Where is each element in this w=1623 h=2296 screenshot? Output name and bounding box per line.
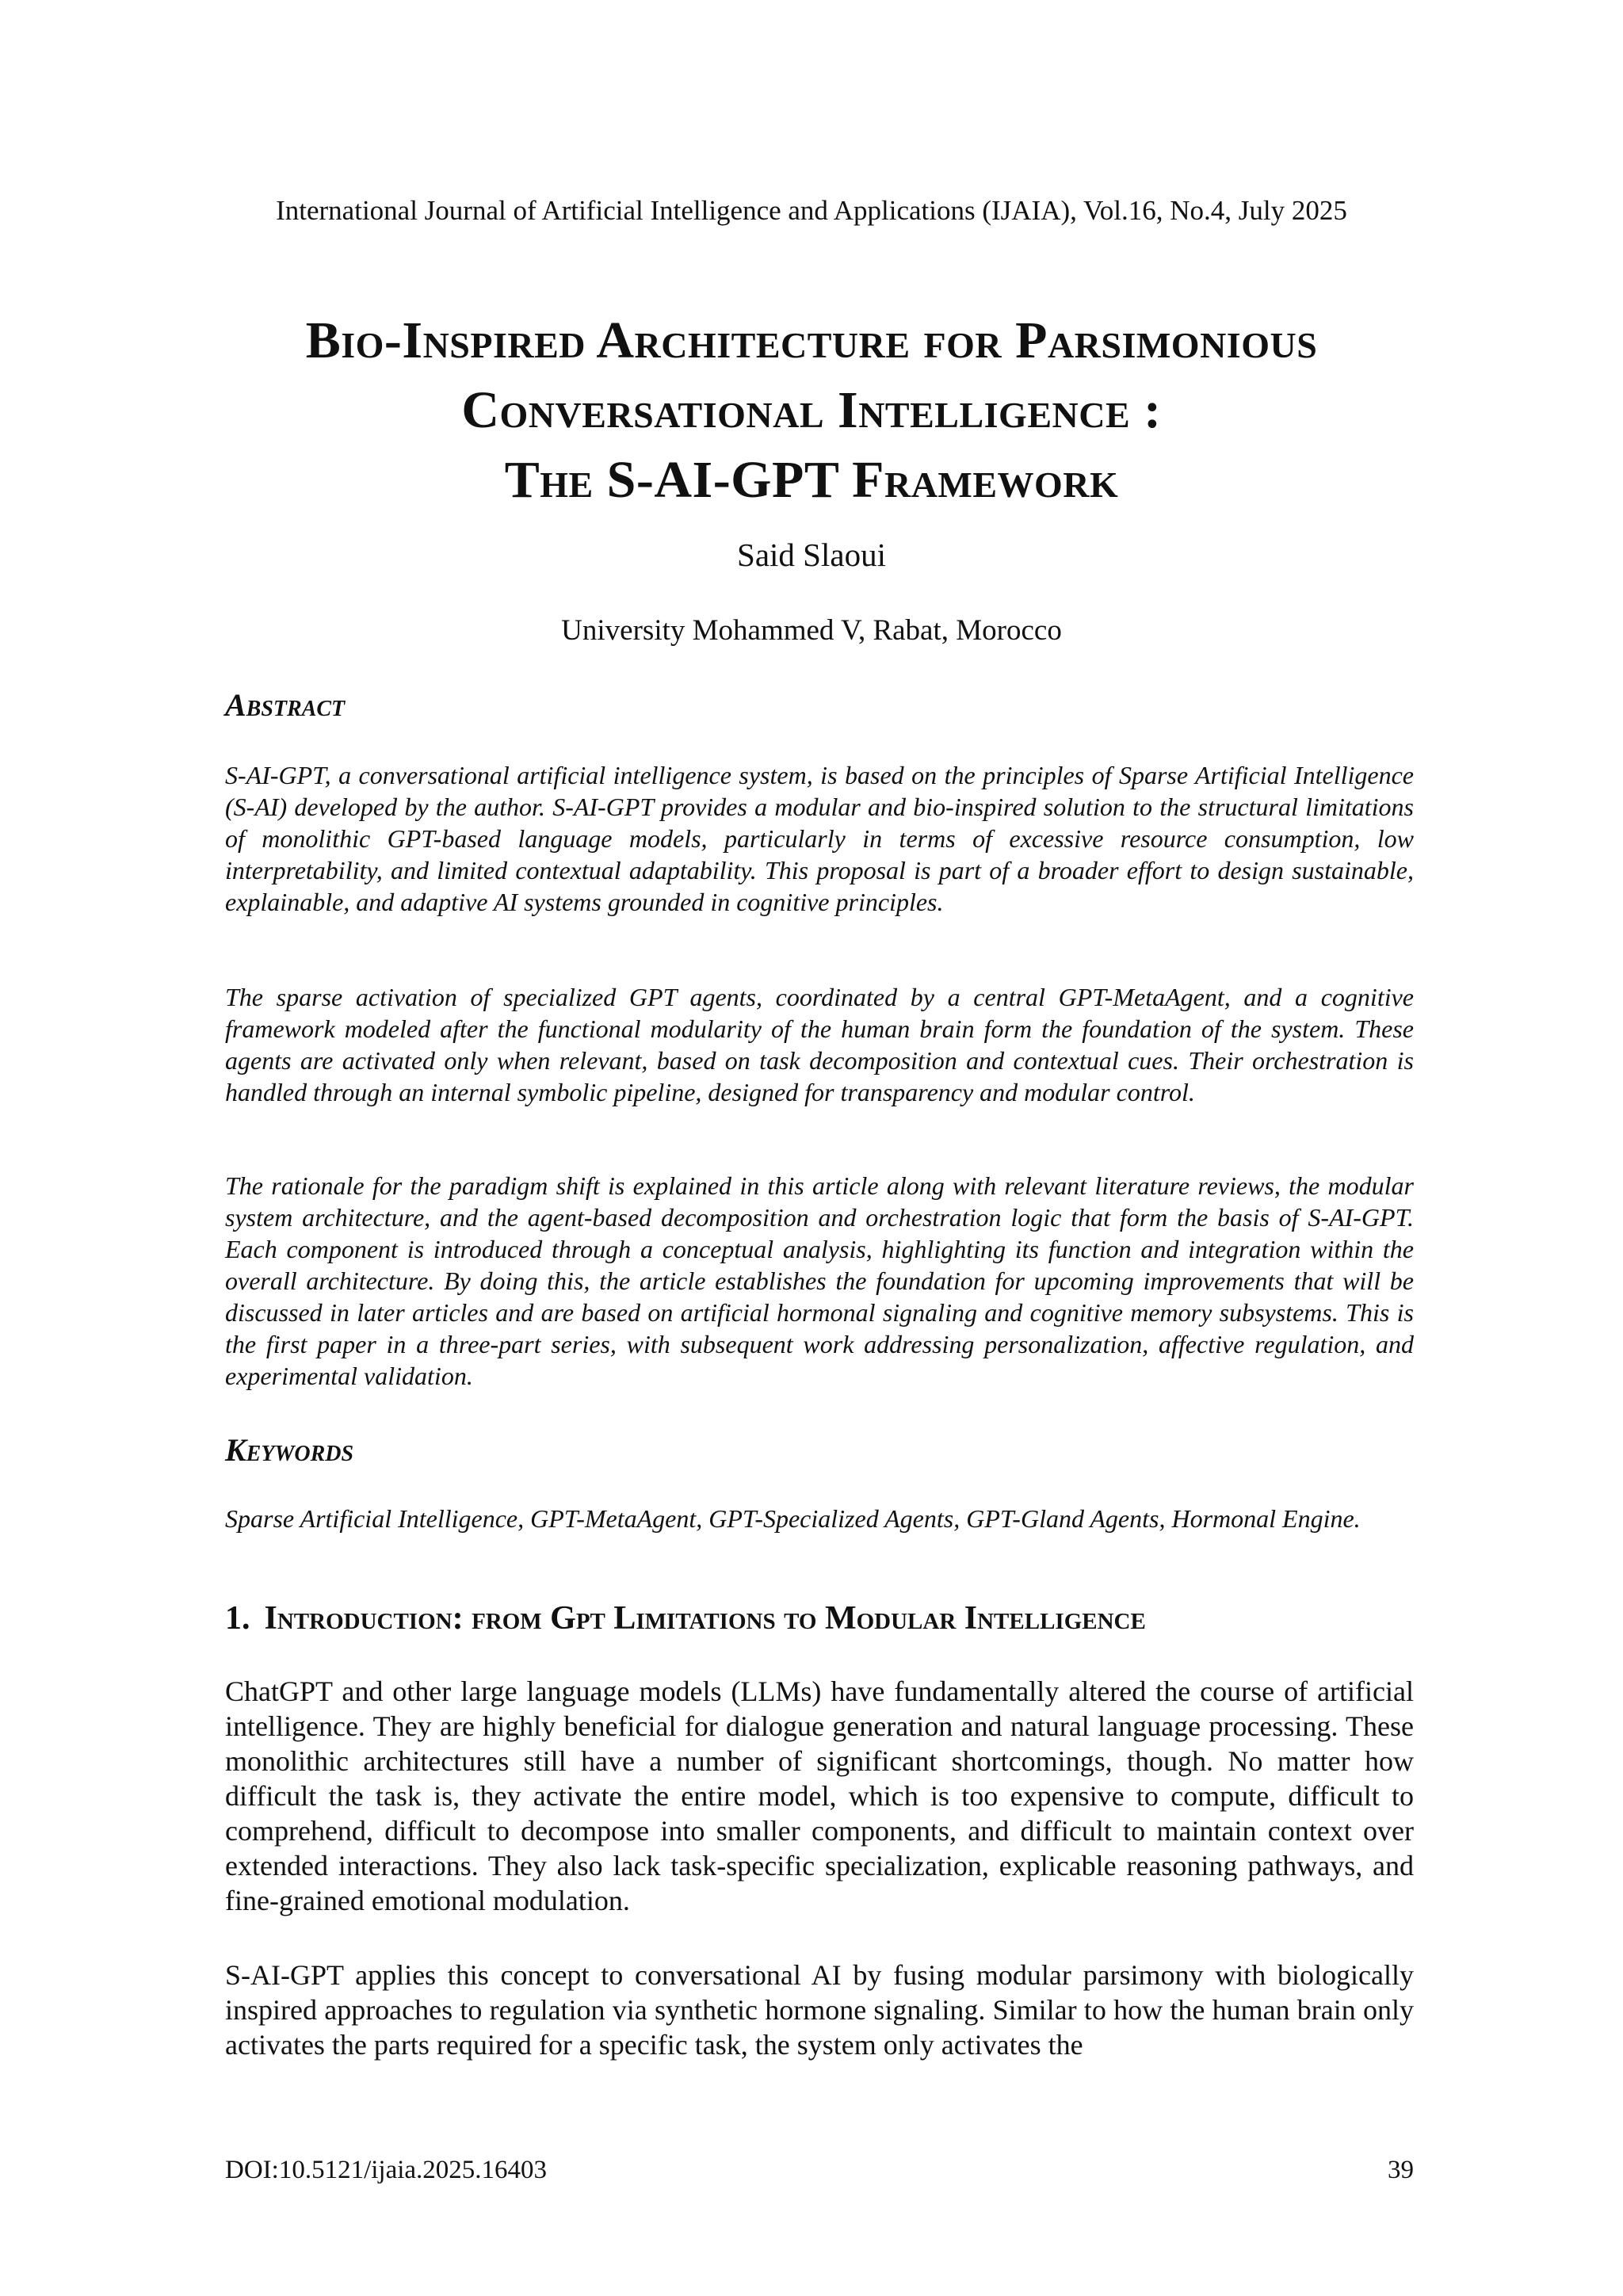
abstract-paragraph: S-AI-GPT, a conversational artificial intelligence system, is based on the principles of Sparse Artificial Intelligence (S-AI) developed by the author. S-AI-GPT provides a modular and bio-inspired solution to the structural limitations of monolithic GPT-based language models, particularly in terms of excessive resource consumption, low interpretability, and limited contextual adaptability. This proposal is part of a broader effort to design sustainable, explainable, and adaptive AI systems grounded in cognitive principles. [225,761,1414,916]
body-paragraph: ChatGPT and other large language models (LLMs) have fundamentally altered the course of artificial intelligence. They are highly beneficial for dialogue generation and natural language processing. These monolithic architectures still have a number of significant shortcomings, though. No matter how difficult the task is, they activate the entire model, which is too expensive to compute, difficult to comprehend, difficult to decompose into smaller components, and difficult to maintain context over extended interactions. They also lack task-specific specialization, explicable reasoning pathways, and fine-grained emotional modulation. [225,1675,1414,1916]
abstract-heading: Abstract [225,687,346,723]
keywords-heading: Keywords [225,1432,354,1468]
abstract-paragraph: The sparse activation of specialized GPT agents, coordinated by a central GPT-MetaAgent, and a cognitive framework modeled after the functional modularity of the human brain form the foundation of the system. These agents are activated only when relevant, based on task decomposition and contextual cues. Their orchestration is handled through an internal symbolic pipeline, designed for transparency and modular control. [225,983,1414,1106]
section-heading-introduction [225,1599,1146,1637]
author-affiliation: University Mohammed V, Rabat, Morocco [561,614,1062,647]
title-line: The S-AI-GPT Framework [504,451,1119,509]
title-line: Bio-Inspired Architecture for Parsimonious [305,311,1318,369]
page-number: 39 [1388,2156,1414,2184]
section-number: 1. [225,1600,250,1637]
keywords-text: Sparse Artificial Intelligence, GPT-MetaAgent, GPT-Specialized Agents, GPT-Gland Agents, Hormonal Engine. [225,1504,1361,1533]
body-paragraph: S-AI-GPT applies this concept to conversational AI by fusing modular parsimony with biologically inspired approaches to regulation via synthetic hormone signaling. Similar to how the human brain only activates the parts required for a specific task, the system only activates the [225,1959,1414,2061]
paper-title [190,306,1433,515]
journal-header: International Journal of Artificial Intelligence and Applications (IJAIA), Vol.16, No.4, July 2025 [276,195,1347,226]
abstract-paragraph: The rationale for the paradigm shift is explained in this article along with relevant literature reviews, the modular system architecture, and the agent-based decomposition and orchestration logic that form the basis of S-AI-GPT. Each component is introduced through a conceptual analysis, highlighting its function and integration within the overall architecture. By doing this, the article establishes the foundation for upcoming improvements that will be discussed in later articles and are based on artificial hormonal signaling and cognitive memory subsystems. This is the first paper in a three-part series, with subsequent work addressing personalization, affective regulation, and experimental validation. [225,1171,1414,1390]
author-name: Said Slaoui [737,537,886,573]
footer-doi: DOI:10.5121/ijaia.2025.16403 [225,2156,548,2184]
section-title: Introduction: from Gpt Limitations to Modular Intelligence [264,1600,1146,1637]
title-line: Conversational Intelligence : [461,381,1162,439]
